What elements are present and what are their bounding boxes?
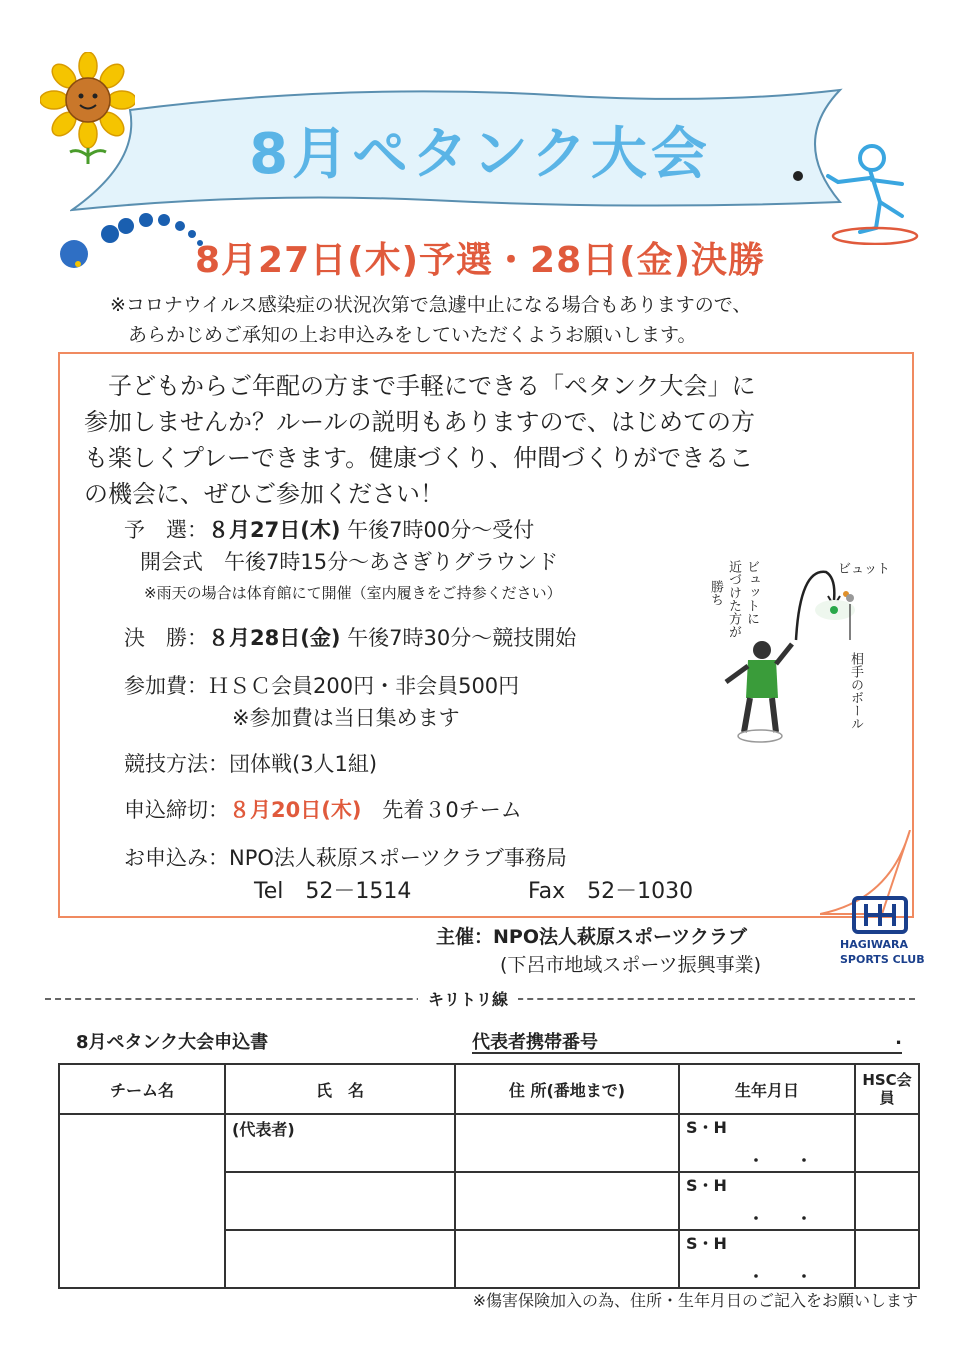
- deadline-label: 申込締切：: [124, 798, 229, 822]
- intro-line-3: も楽しくプレーできます。健康づくり、仲間づくりができるこ: [84, 444, 754, 472]
- method-row: [124, 748, 377, 778]
- method-label: 競技方法：: [124, 752, 229, 776]
- header-name: 氏 名: [225, 1064, 455, 1114]
- organizer-sub: (下呂市地域スポーツ振興事業): [500, 954, 762, 976]
- notice-line-1: ※コロナウイルス感染症の状況次第で急遽中止になる場合もありますので、: [110, 294, 752, 316]
- organizer-host: 主催：NPO法人萩原スポーツクラブ: [436, 926, 748, 948]
- footnote: ※傷害保険加入の為、住所・生年月日のご記入をお願いします: [472, 1291, 918, 1310]
- deadline-row: [124, 794, 522, 824]
- event-dates: 8月27日(木)予選・28日(金)決勝: [194, 240, 766, 281]
- logo-line-1: HAGIWARA: [840, 938, 908, 951]
- cut-label: キリトリ線: [418, 987, 518, 1010]
- rep-phone-dot: .: [895, 1028, 902, 1049]
- member-cell[interactable]: [855, 1172, 919, 1230]
- intro-line-2: 参加しませんか？ルールの説明もありますので、はじめての方: [84, 408, 756, 436]
- table-header-row: [59, 1064, 919, 1114]
- opening-ceremony: 開会式 午後7時15分～あさぎりグラウンド: [140, 550, 559, 574]
- win-text-3: 勝ち: [708, 580, 723, 606]
- form-title: 8月ペタンク大会申込書: [76, 1032, 269, 1053]
- rep-phone-field[interactable]: [472, 1028, 902, 1054]
- dob-cell[interactable]: S・H ・ ・: [679, 1172, 855, 1230]
- name-cell[interactable]: [225, 1114, 455, 1172]
- cochonnet-label: ビュット: [838, 562, 891, 577]
- fee-value: ＨＳＣ会員200円・非会員500円: [208, 674, 520, 698]
- fee-label: 参加費：: [124, 674, 208, 698]
- header-member: HSC会員: [855, 1064, 919, 1114]
- member-cell[interactable]: [855, 1114, 919, 1172]
- table-row: [59, 1114, 919, 1172]
- address-cell[interactable]: [455, 1230, 679, 1288]
- fee-note: ※参加費は当日集めます: [232, 706, 460, 730]
- dob-cell[interactable]: S・H ・ ・: [679, 1114, 855, 1172]
- fee-row: [124, 670, 519, 700]
- final-time: 午後7時30分～競技開始: [347, 626, 577, 650]
- fax-number: Fax 52－1030: [528, 879, 694, 904]
- name-cell[interactable]: [225, 1172, 455, 1230]
- tel-number: Tel 52－1514: [254, 879, 412, 904]
- header-address: 住 所(番地まで): [455, 1064, 679, 1114]
- address-cell[interactable]: [455, 1114, 679, 1172]
- qualifier-date: ８月27日(木): [208, 518, 341, 542]
- intro-line-4: の機会に、ぜひご参加ください！: [84, 480, 444, 508]
- deadline-value: 先着３0チーム: [382, 798, 522, 822]
- opponent-ball-label: 相手のボール: [848, 652, 863, 730]
- deadline-date: ８月20日(木): [229, 798, 362, 822]
- dob-cell[interactable]: S・H ・ ・: [679, 1230, 855, 1288]
- hagiwara-logo-icon: [850, 892, 910, 938]
- application-table: [58, 1063, 920, 1289]
- qualifier-label: 予 選：: [124, 518, 208, 542]
- win-text-1: ビュットに: [744, 560, 759, 625]
- rep-phone-label: 代表者携帯番号: [472, 1032, 598, 1053]
- address-cell[interactable]: [455, 1172, 679, 1230]
- rep-label: (代表者): [232, 1120, 295, 1139]
- header-dob: 生年月日: [679, 1064, 855, 1114]
- player-figure-icon: [780, 140, 920, 245]
- apply-row: [124, 842, 567, 872]
- name-cell[interactable]: [225, 1230, 455, 1288]
- logo-line-2: SPORTS CLUB: [840, 953, 925, 966]
- apply-label: お申込み：: [124, 846, 229, 870]
- team-name-cell[interactable]: [59, 1114, 225, 1288]
- final-date: ８月28日(金): [208, 626, 341, 650]
- rain-note: ※雨天の場合は体育館にて開催（室内履きをご持参ください）: [144, 584, 562, 602]
- final-row: [124, 622, 576, 652]
- apply-org: NPO法人萩原スポーツクラブ事務局: [229, 846, 567, 870]
- page-title: 8月ペタンク大会: [249, 122, 711, 187]
- qualifier-time: 午後7時00分～受付: [347, 518, 535, 542]
- qualifier-row: [124, 514, 534, 544]
- win-text-2: 近づけた方が: [726, 560, 741, 638]
- notice-line-2: あらかじめご承知の上お申込みをしていただくようお願いします。: [128, 324, 697, 346]
- method-value: 団体戦(3人1組): [229, 752, 378, 776]
- final-label: 決 勝：: [124, 626, 208, 650]
- member-cell[interactable]: [855, 1230, 919, 1288]
- intro-line-1: 子どもからご年配の方まで手軽にできる「ペタンク大会」に: [84, 372, 756, 400]
- header-team: チーム名: [59, 1064, 225, 1114]
